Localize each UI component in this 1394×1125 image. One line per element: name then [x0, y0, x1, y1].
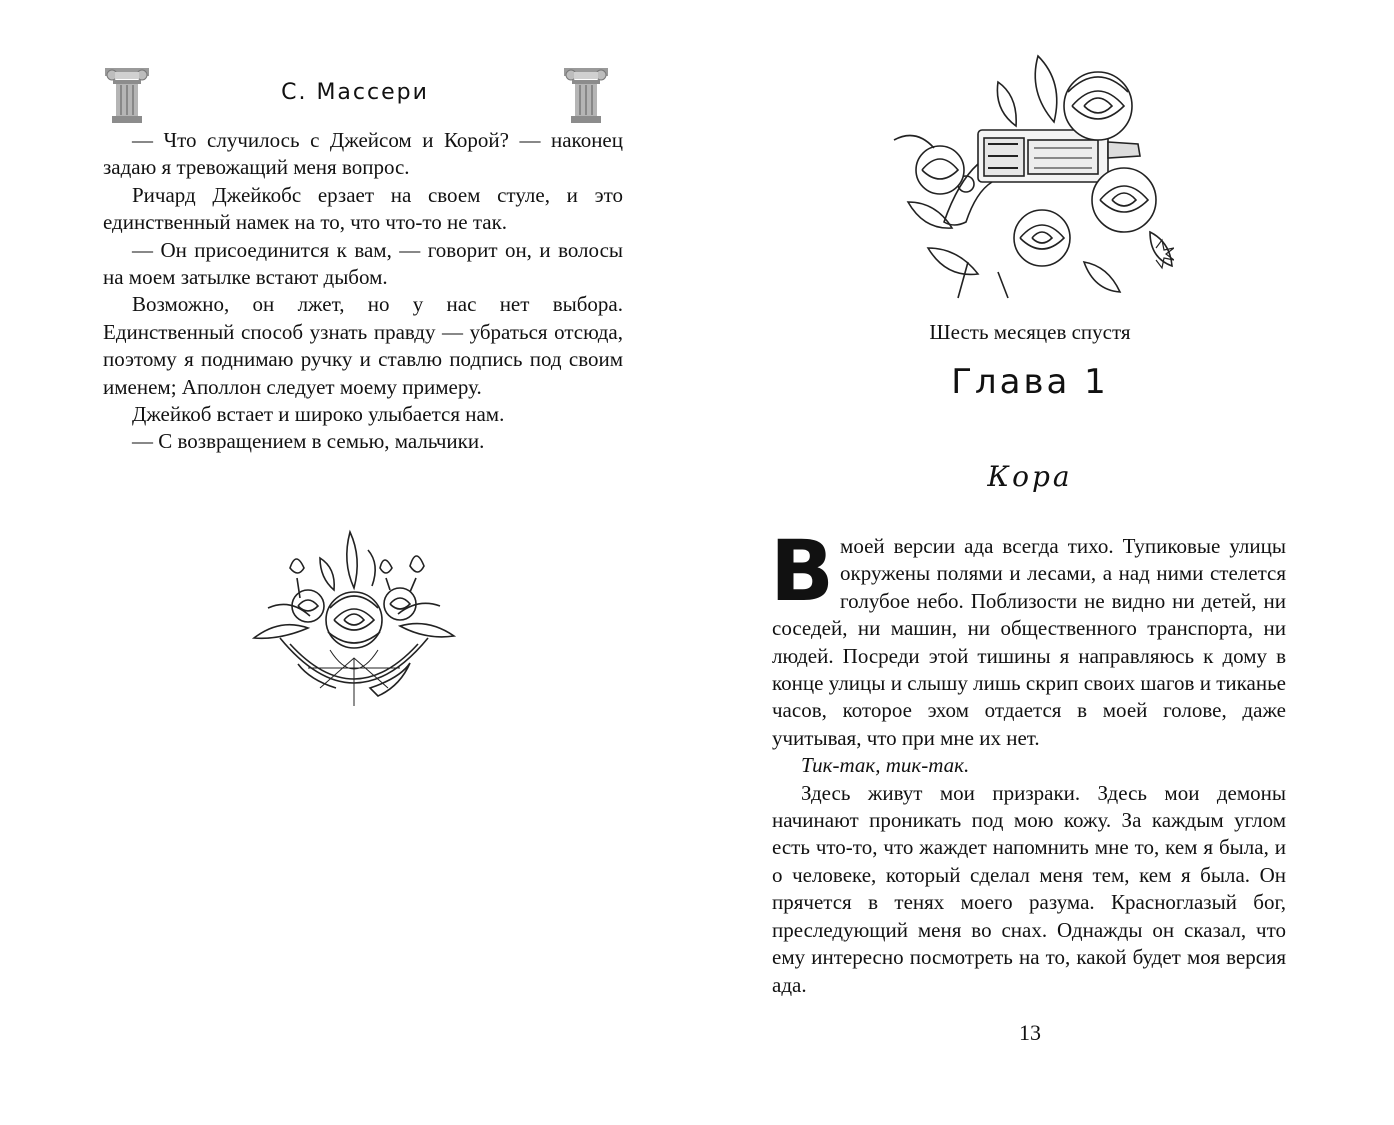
- ionic-column-icon: [563, 66, 609, 124]
- revolver-roses-illustration: [888, 52, 1174, 300]
- paragraph: Ричард Джейкобс ерзает на своем стуле, и это единственный намек на то, что что-то не так.: [103, 182, 623, 235]
- paragraph: — С возвращением в семью, мальчики.: [132, 429, 485, 454]
- chapter-pov-name: Кора: [987, 460, 1073, 493]
- first-paragraph-text: моей версии ада всегда тихо. Тупиковые улицы окружены полями и лесами, а над ними стелется голубое небо. Поблизости не видно ни детей, ни соседей, ни машин, ни общественного транспорта, ни людей. Посреди этой тишины я направляюсь к дому в конце улицы и слышу лишь скрип своих шагов и тиканье часов, которое эхом отдается в моей голове, даже учитывая, что при мне их нет.: [772, 534, 1286, 750]
- paragraph: — Он присоединится к вам, — говорит он, и волосы на моем затылке встают дыбом.: [103, 237, 623, 290]
- ionic-column-icon: [104, 66, 150, 124]
- paragraph: Здесь живут мои призраки. Здесь мои демоны начинают проникать под мою кожу. За каждым углом есть что-то, что жаждет напомнить мне то, кем я была, и о человеке, который сделал меня тем, кем я была. Он прячется в тенях моего разума. Красноглазый бог, преследующий меня во снах. Однажды он сказал, что ему интересно посмотреть на то, какой будет моя версия ада.: [772, 780, 1286, 997]
- first-paragraph: [770, 522, 1286, 752]
- chapter-subtitle: Шесть месяцев спустя: [929, 320, 1131, 344]
- right-page-body: [770, 522, 1286, 999]
- rose-bowl-illustration: [250, 528, 458, 718]
- page-number: 13: [1019, 1020, 1041, 1045]
- running-head-author: С. Массери: [281, 80, 429, 105]
- paragraph: — Что случилось с Джейсом и Корой? — наконец задаю я тревожащий меня вопрос.: [103, 128, 623, 180]
- paragraph: Возможно, он лжет, но у нас нет выбора. Единственный способ узнать правду — убраться отсюда, поэтому я поднимаю ручку и ставлю подпись под своим именем; Аполлон следует моему примеру.: [103, 292, 623, 399]
- left-page-body: [103, 127, 623, 456]
- paragraph: Джейкоб встает и широко улыбается нам.: [132, 402, 505, 427]
- drop-cap: В: [770, 522, 835, 620]
- italic-line: Тик-так, тик-так.: [801, 753, 970, 778]
- chapter-title: Глава 1: [951, 362, 1109, 402]
